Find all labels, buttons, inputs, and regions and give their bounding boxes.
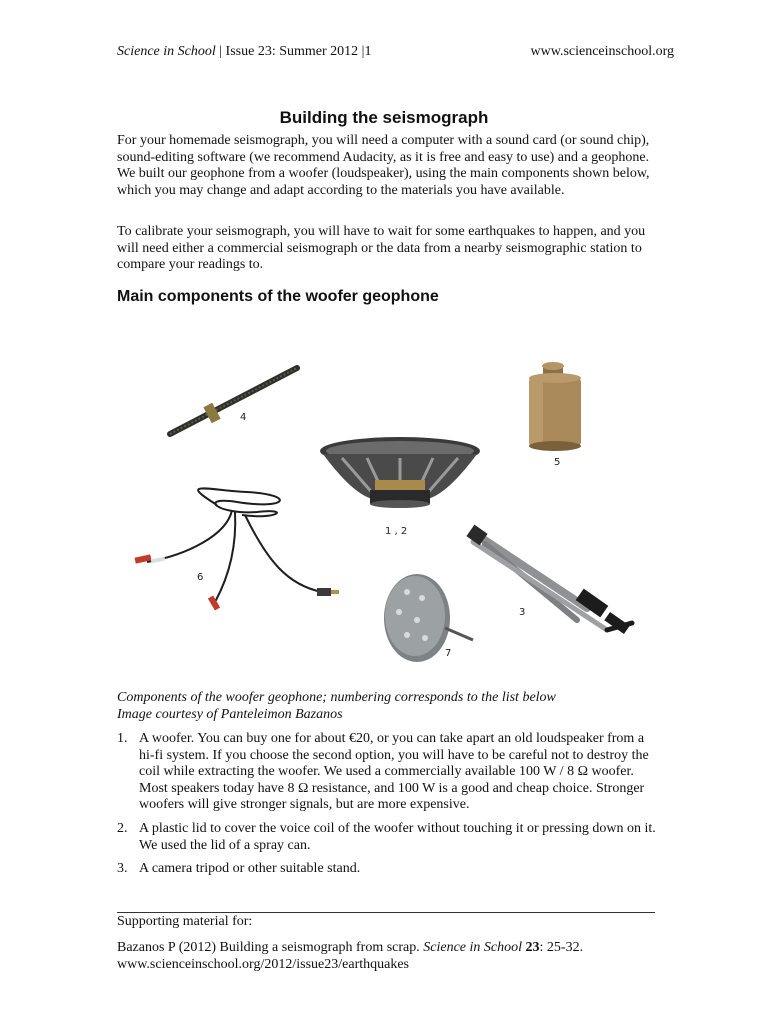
citation-url[interactable]: www.scienceinschool.org/2012/issue23/earthquakes [117, 957, 409, 972]
citation-pages: : 25-32. [539, 940, 584, 955]
list-item [117, 731, 657, 814]
list-item [117, 821, 657, 854]
caption-line-1: Components of the woofer geophone; numbering corresponds to the list below [117, 690, 556, 705]
base-plate-image [384, 574, 473, 662]
brass-weight-image [529, 362, 581, 451]
label-rod: 4 [240, 412, 247, 423]
woofer-image [320, 437, 480, 508]
page-header [117, 44, 674, 62]
header-left [117, 44, 371, 60]
list-item-number: 3. [117, 861, 128, 877]
list-item-text: A plastic lid to cover the voice coil of the woofer without touching it or pressing down on it. We used the lid of a spray can. [139, 820, 656, 853]
footer-divider [117, 912, 655, 913]
components-illustration [117, 330, 657, 680]
supporting-material-label: Supporting material for: [117, 914, 253, 929]
citation-author: Bazanos P (2012) Building a seismograph from scrap. [117, 940, 420, 955]
caption-line-2: Image courtesy of Panteleimon Bazanos [117, 706, 343, 722]
list-item-number: 1. [117, 731, 128, 746]
website-link[interactable]: www.scienceinschool.org [530, 44, 674, 59]
audio-cable-image [135, 488, 339, 610]
citation-line [117, 939, 677, 956]
components-figure [117, 330, 657, 680]
list-item-number: 2. [117, 820, 128, 836]
list-item [117, 861, 657, 878]
calibration-paragraph: To calibrate your seismograph, you will have to wait for some earthquakes to happen, and you will need either a commercial seismograph or the data from a nearby seismographic station to compare your readings to. [117, 224, 646, 273]
label-plate: 7 [445, 648, 452, 659]
section-heading: Main components of the woofer geophone [117, 288, 439, 305]
citation [117, 939, 677, 973]
camera-tripod-image [466, 525, 632, 634]
intro-paragraph: For your homemade seismograph, you will need a computer with a sound card (or sound chip), sound-editing software (we recommend Audacity, as it is free and easy to use) and a geophone. We built our geophone from a woofer (loudspeaker), using the main components shown below, which you may change and adapt according to the materials you have available. [117, 133, 650, 198]
label-woofer: 1 , 2 [385, 526, 408, 537]
list-item-text: A woofer. You can buy one for about €20, or you can take apart an old loudspeaker from a hi-fi system. If you choose the second option, you will have to be careful not to destroy the coil while extracting the woofer. We used a commercially available 100 W / 8 Ω woofer. Most speakers today have 8 Ω resistance, and 100 W is a good and cheap choice. Stronger woofers will give stronger signals, but are more expensive. [139, 731, 649, 813]
figure-caption [117, 690, 677, 723]
issue-info: | Issue 23: Summer 2012 |1 [219, 44, 372, 59]
threaded-rod-image [170, 368, 297, 434]
page-title: Building the seismograph [279, 108, 489, 127]
citation-volume: 23 [525, 940, 540, 955]
components-list [117, 731, 657, 885]
publication-name: Science in School [117, 44, 216, 59]
label-cable: 6 [197, 572, 204, 583]
list-item-text: A camera tripod or other suitable stand. [139, 861, 361, 877]
citation-journal: Science in School [423, 940, 523, 955]
label-weight: 5 [554, 457, 561, 468]
label-tripod: 3 [519, 607, 526, 618]
